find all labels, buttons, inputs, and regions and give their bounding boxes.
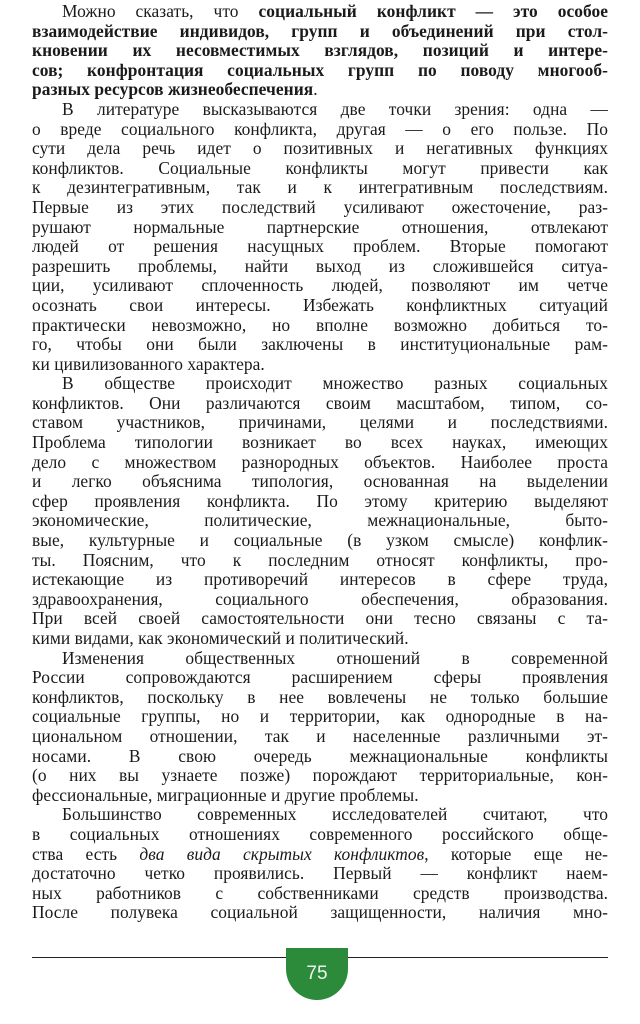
text-run: В обществе происходит множество разных социальных: [62, 373, 608, 394]
text-run: Можно сказать, что: [62, 1, 259, 21]
text-run: .: [313, 79, 318, 100]
text-line: [32, 609, 608, 629]
text-line: [32, 492, 608, 512]
bold-text: кновении их несовместимых взглядов, позиций и интере-: [32, 40, 608, 61]
text-line: [32, 453, 608, 473]
text-line: [32, 276, 608, 296]
text-run: конфликтов. Социальные конфликты могут привести как: [32, 157, 608, 178]
text-run: конфликтов. Они различаются своим масштабом, типом, со-: [32, 392, 608, 413]
text-run: о вреде социального конфликта, другая — о его пользе. По: [32, 118, 608, 139]
text-line: [32, 727, 608, 747]
bold-text: сов; конфронтация социальных групп по поводу многооб-: [32, 59, 608, 80]
text-line: [32, 472, 608, 492]
text-run: сути дела речь идет о позитивных и негативных функциях: [32, 138, 608, 159]
paragraph: [32, 100, 608, 374]
text-run: ных работников с собственниками средств производства.: [32, 882, 608, 903]
text-line: [32, 413, 608, 433]
bold-text: социальный конфликт — это особое: [258, 1, 608, 21]
text-line: [32, 845, 608, 865]
text-line: [32, 864, 608, 884]
text-line: [32, 22, 608, 42]
text-line: [32, 590, 608, 610]
text-run: ки цивилизованного характера.: [32, 353, 265, 374]
text-run: В литературе высказываются две точки зрения: одна —: [62, 98, 608, 119]
text-line: [32, 668, 608, 688]
text-run: После полувека социальной защищенности, наличия мно-: [32, 902, 608, 923]
text-line: [32, 433, 608, 453]
text-line: [32, 355, 608, 375]
page-number: 75: [286, 948, 348, 1000]
text-run: конфликтов, поскольку в нее вовлечены не только большие: [32, 686, 608, 707]
text-line: [32, 511, 608, 531]
text-line: [32, 198, 608, 218]
text-line: [32, 159, 608, 179]
text-line: [32, 218, 608, 238]
text-run: достаточно четко проявились. Первый — конфликт наем-: [32, 863, 608, 884]
text-line: [32, 884, 608, 904]
text-line: [32, 825, 608, 845]
text-line: [32, 786, 608, 806]
paragraph: [32, 374, 608, 648]
paragraph: [32, 649, 608, 806]
text-line: [32, 570, 608, 590]
text-line: [32, 80, 608, 100]
text-line: [32, 766, 608, 786]
text-run: социальные группы, но и территории, как однородные в на-: [32, 706, 608, 727]
text-line: [32, 805, 608, 825]
text-run: дело с множеством разнородных объектов. Наиболее проста: [32, 451, 608, 472]
text-line: [32, 707, 608, 727]
text-run: Изменения общественных отношений в современной: [62, 647, 608, 668]
text-line: [32, 139, 608, 159]
text-run: и легко объяснима типология, основанная на выделении: [32, 471, 608, 492]
text-run: в социальных отношениях современного российского обще-: [32, 823, 608, 844]
text-run: Проблема типологии возникает во всех науках, имеющих: [32, 432, 608, 453]
text-line: [32, 61, 608, 81]
text-line: [32, 394, 608, 414]
text-run: здравоохранения, социального обеспечения, образования.: [32, 588, 608, 609]
text-run: ства есть: [32, 843, 140, 864]
text-run: разрешить проблемы, найти выход из сложившейся ситуа-: [32, 255, 608, 276]
text-run: рушают нормальные партнерские отношения, отвлекают: [32, 216, 608, 237]
text-line: [32, 649, 608, 669]
text-run: ции, усиливают сплоченность людей, позволяют им четче: [32, 275, 608, 296]
text-run: людей от решения насущных проблем. Вторые помогают: [32, 236, 608, 257]
text-line: [32, 903, 608, 923]
text-line: [32, 41, 608, 61]
text-run: го, чтобы они были заключены в институциональные рам-: [32, 334, 608, 355]
text-line: [32, 316, 608, 336]
text-line: [32, 688, 608, 708]
text-line: [32, 374, 608, 394]
bold-text: взаимодействие индивидов, групп и объединений при стол-: [32, 20, 608, 41]
text-run: ставом участников, причинами, целями и последствиями.: [32, 412, 608, 433]
text-run: к дезинтегративным, так и к интегративным последствиям.: [32, 177, 608, 198]
text-run: кими видами, как экономический и политический.: [32, 628, 409, 648]
text-run: практически невозможно, но вполне возможно добиться то-: [32, 314, 608, 335]
text-line: [32, 100, 608, 120]
text-body: [32, 2, 608, 923]
text-line: [32, 531, 608, 551]
text-line: [32, 335, 608, 355]
italic-text: два вида скрытых конфликтов: [139, 843, 425, 864]
text-run: Первые из этих последствий усиливают ожесточение, раз-: [32, 196, 608, 217]
bold-text: разных ресурсов жизнеобеспечения: [32, 79, 314, 100]
text-run: (о них вы узнаете позже) порождают территориальные, кон-: [32, 765, 608, 786]
paragraph: [32, 805, 608, 923]
text-line: [32, 257, 608, 277]
text-run: осознать свои интересы. Избежать конфликтных ситуаций: [32, 294, 608, 315]
text-run: носами. В свою очередь межнациональные конфликты: [32, 745, 608, 766]
text-line: [32, 120, 608, 140]
text-line: [32, 296, 608, 316]
paragraph: [32, 2, 608, 100]
text-run: России сопровождаются расширением сферы проявления: [32, 667, 608, 688]
text-line: [32, 747, 608, 767]
text-run: экономические, политические, межнациональные, быто-: [32, 510, 608, 531]
text-run: истекающие из противоречий интересов в сфере труда,: [32, 569, 608, 590]
text-run: При всей своей самостоятельности они тесно связаны с та-: [32, 608, 608, 629]
text-run: сфер проявления конфликта. По этому критерию выделяют: [32, 490, 608, 511]
text-line: [32, 2, 608, 22]
text-line: [32, 629, 608, 649]
text-run: фессиональные, миграционные и другие проблемы.: [32, 784, 419, 805]
text-run: ты. Поясним, что к последним относят конфликты, про-: [32, 549, 608, 570]
text-run: Большинство современных исследователей считают, что: [62, 804, 608, 825]
text-line: [32, 551, 608, 571]
text-line: [32, 237, 608, 257]
text-line: [32, 178, 608, 198]
text-run: , которые еще не-: [424, 843, 608, 864]
text-run: циональном отношении, так и населенные различными эт-: [32, 725, 608, 746]
text-run: вые, культурные и социальные (в узком смысле) конфлик-: [32, 530, 608, 551]
